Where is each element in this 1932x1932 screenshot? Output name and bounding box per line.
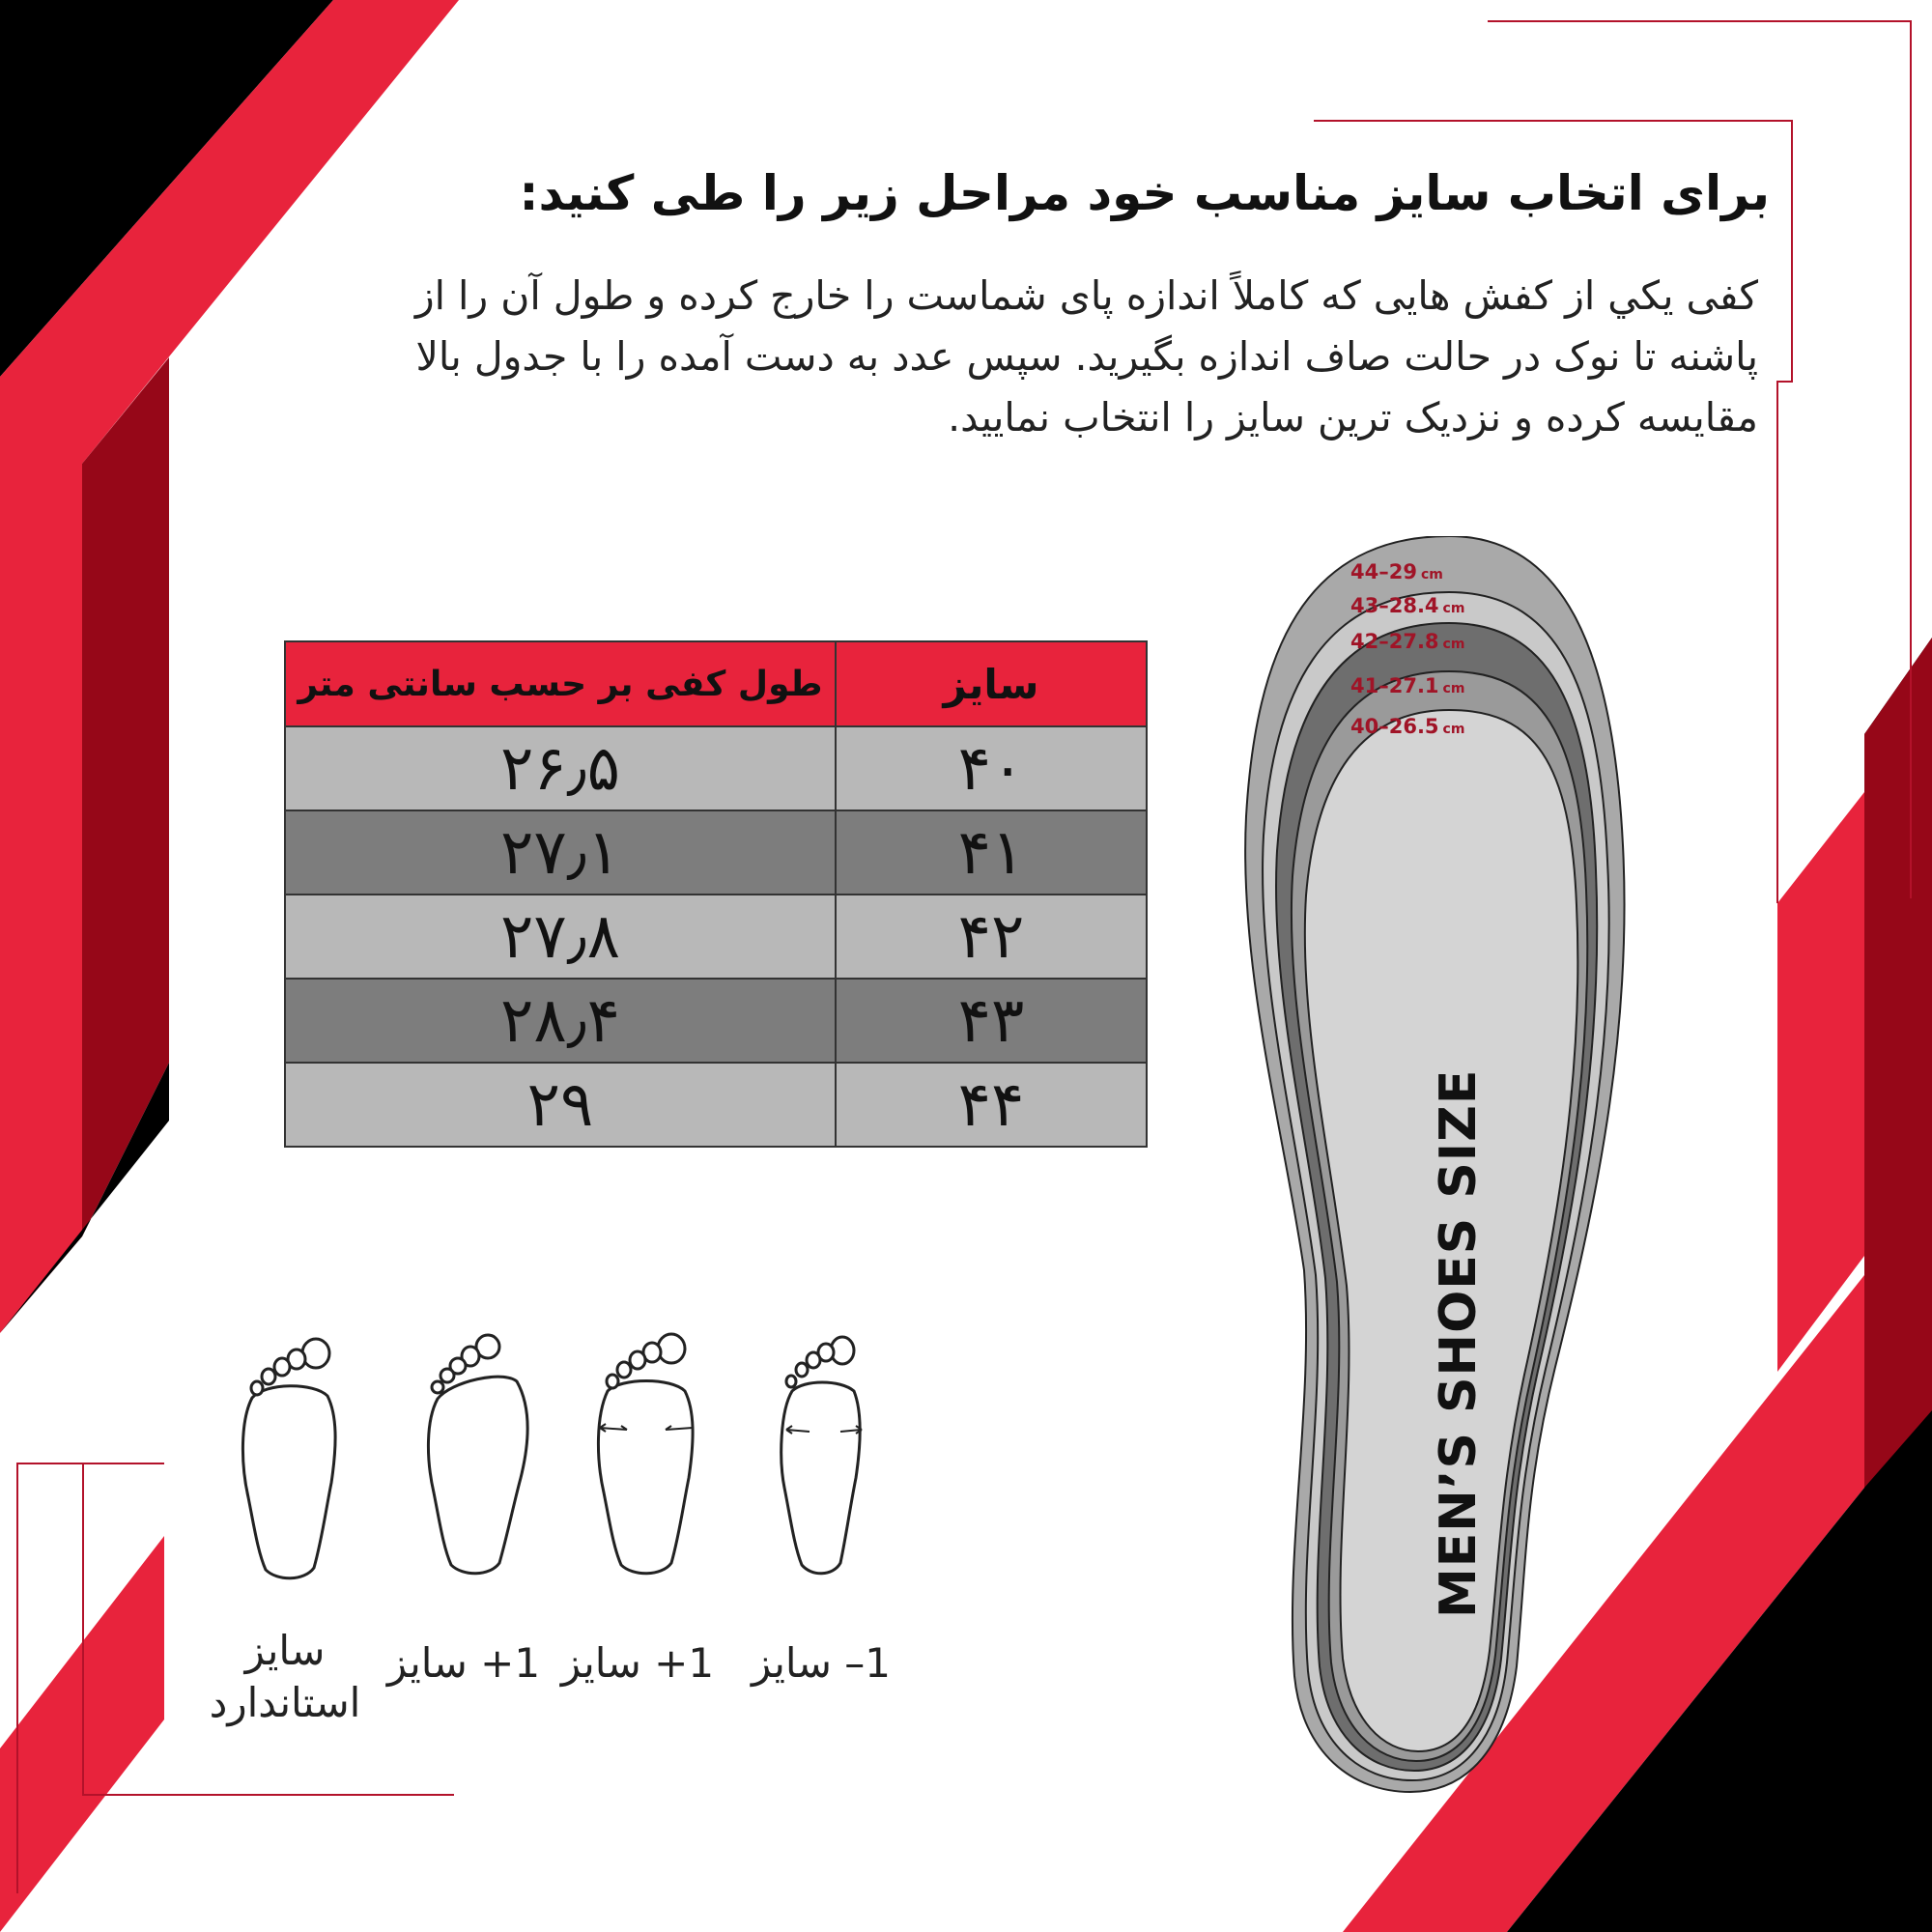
- right-red-stripe: [1777, 792, 1864, 1372]
- table-row: [285, 1063, 1147, 1147]
- table-row: [285, 979, 1147, 1063]
- column-header-length: طول کفی بر حسب سانتی متر: [285, 641, 836, 726]
- table-row: [285, 895, 1147, 979]
- column-header-size: سایز: [836, 641, 1147, 726]
- length-cell: ۲۶٫۵: [285, 726, 836, 810]
- standard-foot-icon: [237, 1328, 343, 1584]
- size-cell: ۴۲: [836, 895, 1147, 979]
- foot-label: 1+ سایز: [560, 1639, 715, 1687]
- insole-ring-label: 43–28.4 cm: [1350, 594, 1465, 617]
- page-title: برای اتخاب سایز مناسب خود مراحل زیر را طی کنید:: [519, 165, 1770, 221]
- size-cell: ۴۳: [836, 979, 1147, 1063]
- length-cell: ۲۷٫۱: [285, 810, 836, 895]
- size-table: [284, 640, 1148, 1148]
- size-cell: ۴۰: [836, 726, 1147, 810]
- wide-foot-icon: [594, 1323, 700, 1579]
- insole-ring-label: 44–29 cm: [1350, 560, 1443, 583]
- table-row: [285, 726, 1147, 810]
- size-cell: ۴۱: [836, 810, 1147, 895]
- instructions-text: کفی یکي از کفش هایی که کاملاً اندازه پای شماست را خارج کرده و طول آن را از پاشنه تا نوک در حالت صاف اندازه بگیرید. سپس عدد به دست آمده را با جدول بالا مقایسه کرده و نزدیک ترین سایز را انتخاب نمایید.: [414, 272, 1758, 440]
- insole-ring-label: 42–27.8 cm: [1350, 630, 1465, 653]
- foot-label: 1– سایز: [752, 1639, 891, 1687]
- bunion-foot-icon: [420, 1323, 536, 1579]
- table-header-row: [285, 641, 1147, 726]
- length-cell: ۲۸٫۴: [285, 979, 836, 1063]
- insole-ring-label: 41–27.1 cm: [1350, 674, 1465, 697]
- size-cell: ۴۴: [836, 1063, 1147, 1147]
- length-cell: ۲۹: [285, 1063, 836, 1147]
- insole-title: MEN’S SHOES SIZE: [1430, 1068, 1488, 1618]
- table-row: [285, 810, 1147, 895]
- foot-label: سایز استاندارد: [209, 1627, 361, 1726]
- foot-label: 1+ سایز: [386, 1639, 541, 1687]
- length-cell: ۲۷٫۸: [285, 895, 836, 979]
- insole-ring-label: 40–26.5 cm: [1350, 715, 1465, 738]
- narrow-foot-icon: [773, 1323, 869, 1579]
